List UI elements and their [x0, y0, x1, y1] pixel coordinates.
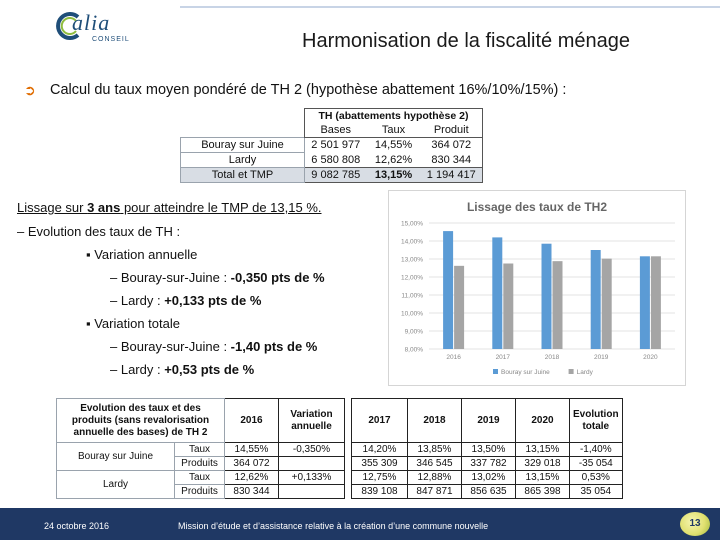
cell-bases: 9 082 785 — [305, 168, 367, 183]
list-item-value: +0,133 pts de % — [164, 293, 262, 308]
list-item-label: – Bouray-sur-Juine : — [110, 270, 231, 285]
table-cell: 364 072 — [225, 457, 279, 471]
evolution-table-caption: Evolution des taux et des produits (sans revalorisation annuelle des bases) de TH 2 — [57, 399, 225, 443]
row-group-label: Bouray sur Juine — [57, 443, 175, 471]
page-number: 13 — [680, 512, 710, 536]
x-tick-label: 2017 — [495, 354, 511, 361]
table-cell: 839 108 — [352, 485, 408, 499]
cell-produit: 364 072 — [421, 138, 483, 153]
table-cell: -0,350% — [279, 443, 345, 457]
lissage-text: Lissage sur — [17, 200, 88, 215]
col-header-produit: Produit — [421, 123, 483, 138]
tmp-table — [180, 108, 483, 183]
list-item-value: -1,40 pts de % — [230, 339, 318, 354]
table-cell: 14,20% — [352, 443, 408, 457]
logo-text: alia — [72, 10, 111, 35]
legend-label: Lardy — [576, 369, 593, 376]
arrow-bullet-icon: ➲ — [24, 82, 36, 98]
table-cell: 346 545 — [408, 457, 462, 471]
tmp-table-group-header: TH (abattements hypothèse 2) — [305, 109, 483, 124]
table-row — [181, 138, 483, 153]
y-tick-label: 10,00% — [400, 310, 423, 318]
table-cell — [279, 485, 345, 499]
table-row-total — [181, 168, 483, 183]
cell-bases: 2 501 977 — [305, 138, 367, 153]
legend-label: Bouray sur Juine — [501, 369, 550, 376]
list-item-value: +0,53 pts de % — [164, 362, 255, 377]
col-header-2016: 2016 — [225, 399, 279, 443]
y-tick-label: 11,00% — [401, 292, 423, 300]
table-cell: 12,88% — [408, 471, 462, 485]
list-item: ▪ Variation annuelle — [86, 247, 198, 262]
legend-swatch — [569, 369, 574, 374]
lissage-chart — [388, 190, 686, 386]
table-row — [57, 471, 623, 485]
footer-mission: Mission d’étude et d’assistance relative à la création d’une commune nouvelle — [178, 521, 489, 531]
y-tick-label: 14,00% — [400, 238, 423, 246]
cell-taux: 13,15% — [367, 168, 421, 183]
list-item — [110, 339, 317, 354]
y-tick-label: 15,00% — [400, 220, 423, 228]
list-item — [110, 293, 261, 308]
col-header-2020: 2020 — [516, 399, 570, 443]
bar-1 — [503, 264, 513, 350]
col-header-2018: 2018 — [408, 399, 462, 443]
logo-subtext: CONSEIL — [92, 36, 130, 43]
table-cell: 13,15% — [516, 471, 570, 485]
lissage-duration: 3 ans — [87, 200, 121, 215]
table-cell: +0,133% — [279, 471, 345, 485]
list-item-label: – Lardy : — [110, 362, 165, 377]
col-header-variation: Variation annuelle — [279, 399, 345, 443]
y-tick-label: 13,00% — [400, 256, 423, 264]
row-group-label: Lardy — [57, 471, 175, 499]
table-row — [57, 443, 623, 457]
table-cell: -1,40% — [570, 443, 623, 457]
row-sub-label: Produits — [175, 485, 225, 499]
bar-1 — [553, 261, 563, 349]
bar-0 — [542, 244, 552, 349]
list-item: – Evolution des taux de TH : — [17, 224, 181, 239]
footer-date: 24 octobre 2016 — [44, 521, 110, 531]
table-cell: 12,62% — [225, 471, 279, 485]
calia-logo — [52, 8, 142, 48]
bar-0 — [640, 256, 650, 349]
col-header-taux: Taux — [367, 123, 421, 138]
table-cell: 865 398 — [516, 485, 570, 499]
list-item-label: – Lardy : — [110, 293, 165, 308]
lissage-line — [17, 200, 322, 215]
lissage-text-end: pour atteindre le TMP de 13,15 %. — [120, 200, 322, 215]
row-label: Total et TMP — [181, 168, 305, 183]
row-label: Bouray sur Juine — [181, 138, 305, 153]
row-label: Lardy — [181, 153, 305, 168]
table-cell: 355 309 — [352, 457, 408, 471]
list-item-label: – Bouray-sur-Juine : — [110, 339, 231, 354]
bar-0 — [443, 231, 453, 349]
cell-taux: 12,62% — [374, 153, 413, 166]
col-header-bases: Bases — [305, 123, 367, 138]
bar-1 — [454, 266, 464, 349]
y-tick-label: 12,00% — [400, 274, 423, 282]
table-cell: 13,50% — [462, 443, 516, 457]
x-tick-label: 2016 — [446, 354, 461, 361]
bar-0 — [492, 237, 502, 349]
table-cell: 12,75% — [352, 471, 408, 485]
table-cell: -35 054 — [570, 457, 623, 471]
cell-bases: 6 580 808 — [305, 153, 367, 168]
col-header-2019: 2019 — [462, 399, 516, 443]
list-item — [110, 270, 325, 285]
table-cell — [279, 457, 345, 471]
table-cell: 830 344 — [225, 485, 279, 499]
page-title: Harmonisation de la fiscalité ménage — [302, 30, 630, 52]
list-item: ▪ Variation totale — [86, 316, 180, 331]
cell-produit: 1 194 417 — [421, 168, 483, 183]
section-heading: Calcul du taux moyen pondéré de TH 2 (hypothèse abattement 16%/10%/15%) : — [50, 82, 567, 98]
row-sub-label: Produits — [175, 457, 225, 471]
x-tick-label: 2018 — [544, 354, 560, 361]
chart-title: Lissage des taux de TH2 — [466, 200, 608, 214]
col-header-evolution: Evolution totale — [570, 399, 623, 443]
table-cell: 13,15% — [516, 443, 570, 457]
table-cell: 14,55% — [225, 443, 279, 457]
row-sub-label: Taux — [175, 471, 225, 485]
list-item-value: -0,350 pts de % — [230, 270, 325, 285]
bar-0 — [591, 250, 601, 349]
table-cell: 856 635 — [462, 485, 516, 499]
bar-1 — [602, 259, 612, 349]
legend-swatch — [493, 369, 498, 374]
table-cell: 35 054 — [570, 485, 623, 499]
col-header-2017: 2017 — [352, 399, 408, 443]
evolution-table — [56, 398, 623, 499]
table-cell: 13,85% — [408, 443, 462, 457]
cell-produit: 830 344 — [421, 153, 483, 168]
list-item — [110, 362, 254, 377]
x-tick-label: 2019 — [593, 354, 609, 361]
y-tick-label: 9,00% — [404, 328, 423, 336]
header-rule — [180, 6, 720, 8]
table-cell: 847 871 — [408, 485, 462, 499]
bar-1 — [651, 256, 661, 349]
table-cell: 13,02% — [462, 471, 516, 485]
table-cell: 337 782 — [462, 457, 516, 471]
row-sub-label: Taux — [175, 443, 225, 457]
y-tick-label: 8,00% — [404, 346, 423, 354]
cell-taux: 14,55% — [374, 139, 413, 152]
x-tick-label: 2020 — [643, 354, 658, 361]
table-cell: 0,53% — [570, 471, 623, 485]
table-row — [181, 153, 483, 168]
chart-svg — [389, 191, 685, 385]
table-cell: 329 018 — [516, 457, 570, 471]
